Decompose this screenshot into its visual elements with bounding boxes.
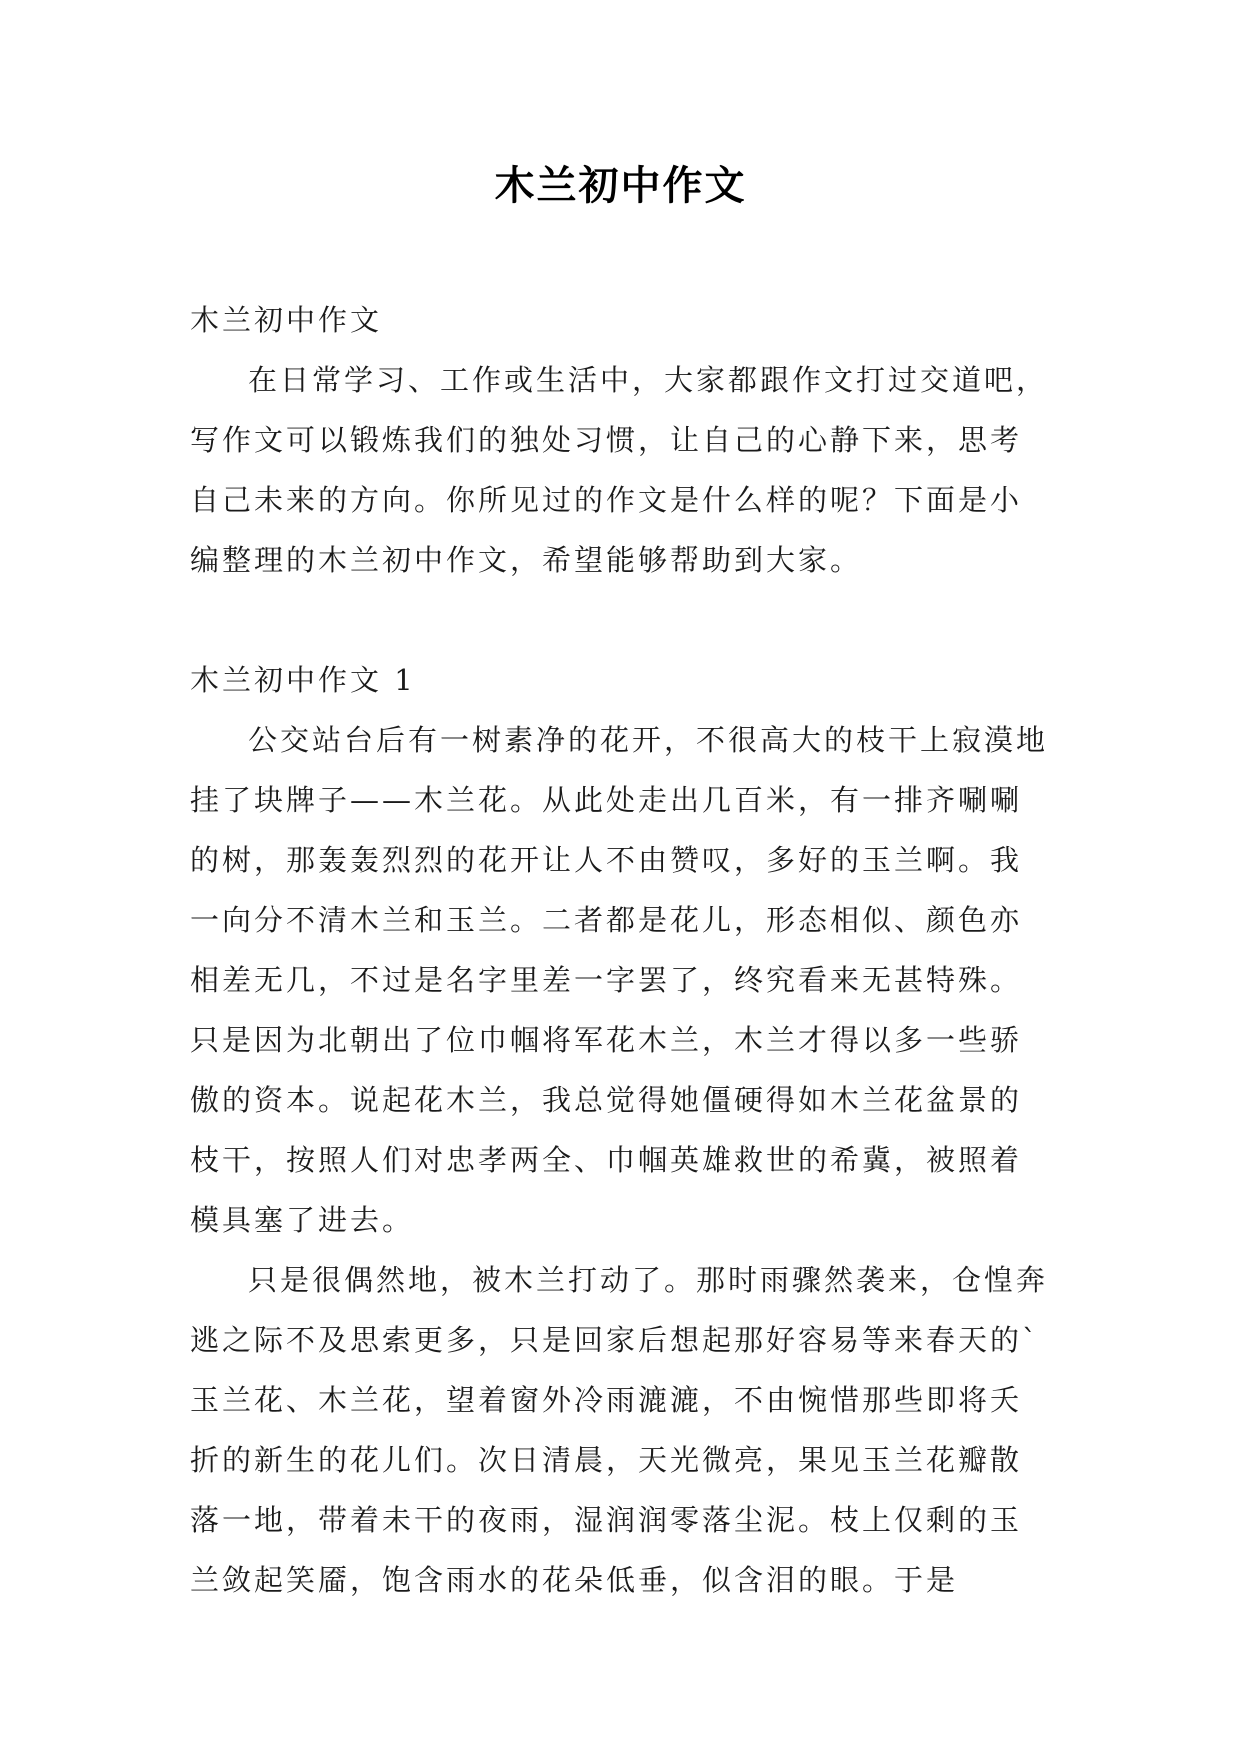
intro-heading: 木兰初中作文 [190, 303, 383, 337]
intro-paragraph: 在日常学习、工作或生活中，大家都跟作文打过交道吧，写作文可以锻炼我们的独处习惯，让自己的心静下来，思考自己未来的方向。你所见过的作文是什么样的呢？下面是小编整理的木兰初中作文，希望能够帮助到大家。 [190, 363, 1049, 577]
document-title: 木兰初中作文 [494, 162, 747, 209]
section-spacer [190, 590, 1050, 650]
document-body [190, 290, 1050, 1610]
section-heading: 木兰初中作文 1 [190, 663, 416, 697]
body-paragraph: 公交站台后有一树素净的花开，不很高大的枝干上寂漠地挂了块牌子——木兰花。从此处走出几百米，有一排齐唰唰的树，那轰轰烈烈的花开让人不由赞叹，多好的玉兰啊。我一向分不清木兰和玉兰。二者都是花儿，形态相似、颜色亦相差无几，不过是名字里差一字罢了，终究看来无甚特殊。只是因为北朝出了位巾帼将军花木兰，木兰才得以多一些骄傲的资本。说起花木兰，我总觉得她僵硬得如木兰花盆景的枝干，按照人们对忠孝两全、巾帼英雄救世的希冀，被照着模具塞了进去。 [190, 723, 1049, 1237]
body-paragraph: 只是很偶然地，被木兰打动了。那时雨骤然袭来，仓惶奔逃之际不及思索更多，只是回家后想起那好容易等来春天的`玉兰花、木兰花，望着窗外冷雨漉漉，不由惋惜那些即将夭折的新生的花儿们。次日清晨，天光微亮，果见玉兰花瓣散落一地，带着未干的夜雨，湿润润零落尘泥。枝上仅剩的玉兰敛起笑靥，饱含雨水的花朵低垂，似含泪的眼。于是 [190, 1263, 1049, 1597]
